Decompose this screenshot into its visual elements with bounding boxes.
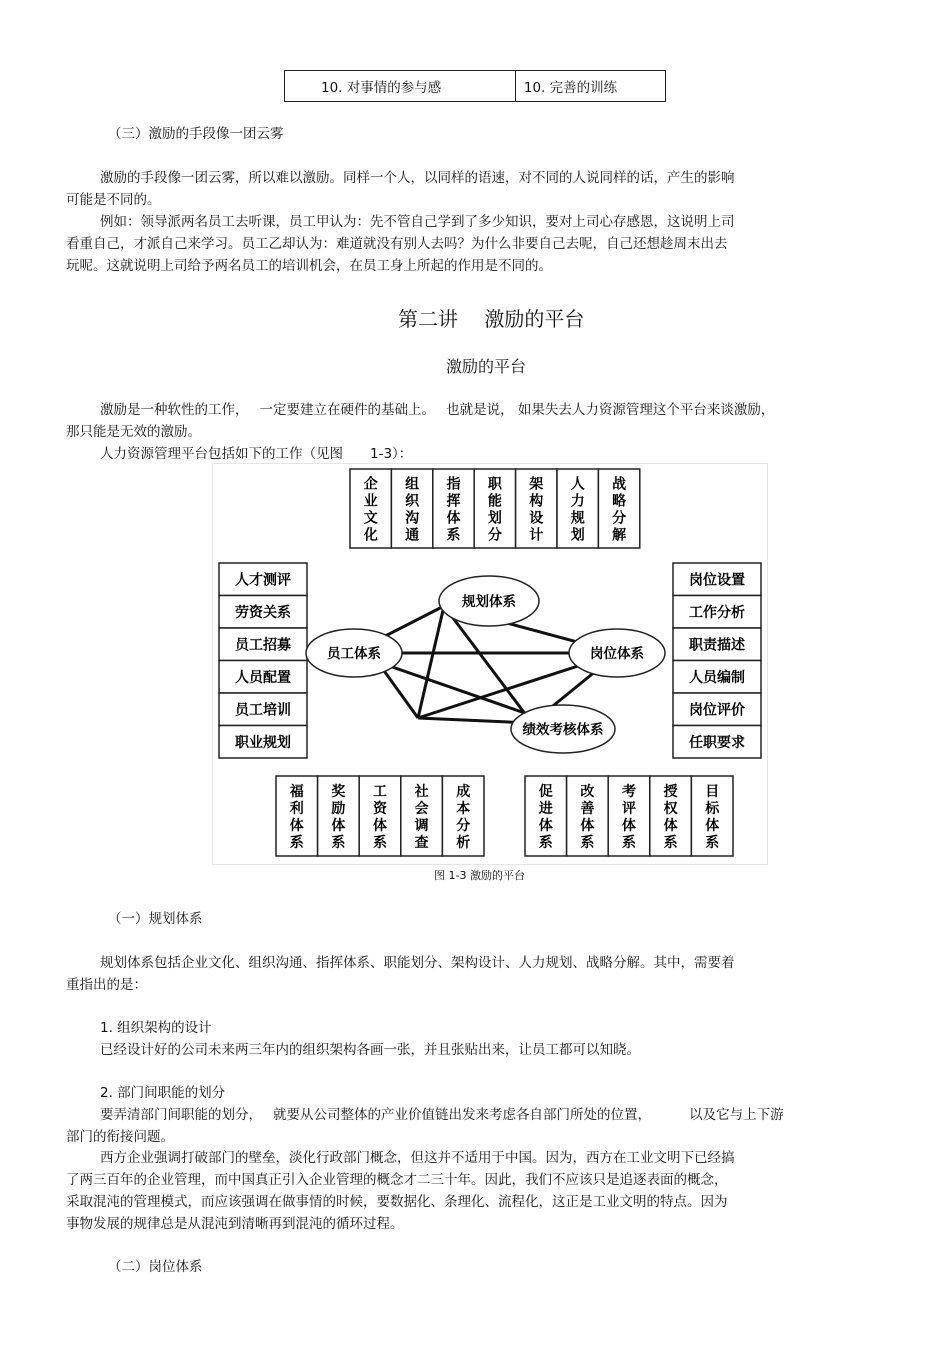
left-box-1 bbox=[219, 596, 307, 629]
section-heading-3: （三）激励的手段像一团云雾 bbox=[108, 126, 284, 142]
paragraph-line: 采取混沌的管理模式，而应该强调在做事情的时候，要数据化、条理化、流程化，这正是工业文明的特点。因为 bbox=[66, 1194, 728, 1210]
left-box-2 bbox=[219, 628, 307, 661]
paragraph-line: 激励是一种软性的工作， 一定要建立在硬件的基础上。 也就是说， 如果失去人力资源管理这个平台来谈激励， bbox=[100, 402, 775, 418]
bottom-right-box-label: 促进体系 bbox=[538, 784, 553, 851]
left-box-3 bbox=[219, 661, 307, 694]
top-box-1 bbox=[391, 469, 432, 548]
top-box-5 bbox=[557, 469, 598, 548]
bottom-left-box-label: 奖励体系 bbox=[331, 784, 346, 851]
right-box-2 bbox=[673, 628, 761, 661]
bottom-right-box-1 bbox=[567, 776, 609, 856]
top-box-label: 组织沟通 bbox=[405, 476, 420, 544]
left-box-label: 人才测评 bbox=[235, 572, 291, 589]
right-box-label: 岗位设置 bbox=[689, 572, 745, 589]
paragraph-line: 要弄清部门间职能的划分， 就要从公司整体的产业价值链出发来考虑各自部门所处的位置， 以及它与上下游 bbox=[100, 1107, 784, 1123]
right-box-4 bbox=[673, 693, 761, 726]
left-box-label: 员工培训 bbox=[235, 702, 291, 719]
paragraph-line: 那只能是无效的激励。 bbox=[66, 424, 201, 440]
paragraph-line: 玩呢。这就说明上司给予两名员工的培训机会，在员工身上所起的作用是不同的。 bbox=[66, 258, 552, 274]
bottom-right-box-0 bbox=[525, 776, 567, 856]
paragraph-line: 西方企业强调打破部门的壁垒，淡化行政部门概念，但这并不适用于中国。因为，西方在工业文明下已经搞 bbox=[100, 1150, 735, 1166]
right-box-label: 任职要求 bbox=[689, 734, 745, 751]
paragraph-line: 部门的衔接问题。 bbox=[66, 1129, 174, 1145]
bottom-left-box-group bbox=[276, 776, 484, 856]
bottom-left-box-label: 工资体系 bbox=[373, 784, 387, 851]
hr-platform-diagram bbox=[212, 463, 768, 865]
paragraph-line: 规划体系包括企业文化、组织沟通、指挥体系、职能划分、架构设计、人力规划、战略分解。其中，需要着 bbox=[100, 955, 735, 971]
bottom-right-box-4 bbox=[691, 776, 733, 856]
right-box-3 bbox=[673, 661, 761, 694]
section-heading-1: （一）规划体系 bbox=[108, 911, 203, 927]
right-box-label: 职责描述 bbox=[689, 637, 745, 654]
left-box-label: 职业规划 bbox=[235, 734, 291, 751]
left-box-label: 劳资关系 bbox=[235, 604, 291, 621]
right-box-group bbox=[673, 563, 761, 758]
bottom-left-box-0 bbox=[276, 776, 318, 856]
bottom-right-box-3 bbox=[650, 776, 692, 856]
motivation-factors-table bbox=[284, 70, 666, 102]
lecture-title: 第二讲 激励的平台 bbox=[398, 307, 585, 331]
bottom-right-box-label: 考评体系 bbox=[622, 784, 636, 851]
left-box-0 bbox=[219, 563, 307, 596]
left-box-group bbox=[219, 563, 307, 758]
left-box-4 bbox=[219, 693, 307, 726]
top-box-label: 指挥体系 bbox=[446, 476, 461, 544]
node-post bbox=[569, 629, 665, 677]
bottom-left-box-label: 社会调查 bbox=[414, 784, 429, 851]
bottom-left-box-3 bbox=[401, 776, 443, 856]
node-performance bbox=[511, 705, 615, 753]
table-cell-right: 10. 完善的训练 bbox=[515, 71, 665, 102]
top-box-3 bbox=[474, 469, 515, 548]
top-box-label: 人力规划 bbox=[570, 476, 585, 544]
left-box-5 bbox=[219, 726, 307, 759]
left-box-label: 员工招募 bbox=[235, 637, 291, 654]
paragraph-line: 了两三百年的企业管理，而中国真正引入企业管理的概念才二三十年。因此，我们不应该只是追逐表面的概念， bbox=[66, 1172, 728, 1188]
paragraph-line: 可能是不同的。 bbox=[66, 192, 161, 208]
top-box-6 bbox=[598, 469, 639, 548]
bottom-right-box-2 bbox=[608, 776, 650, 856]
list-item-text: 已经设计好的公司未来两三年内的组织架构各画一张，并且张贴出来，让员工都可以知晓。 bbox=[100, 1042, 640, 1058]
bottom-left-box-2 bbox=[359, 776, 401, 856]
paragraph-line: 人力资源管理平台包括如下的工作（见图 1-3）： bbox=[100, 446, 413, 462]
top-box-group bbox=[350, 469, 640, 548]
node-plan-label: 规划体系 bbox=[462, 594, 516, 610]
top-box-label: 架构设计 bbox=[529, 476, 544, 544]
bottom-left-box-label: 福利体系 bbox=[289, 784, 304, 851]
node-plan bbox=[439, 576, 539, 626]
node-staff bbox=[306, 629, 402, 677]
paragraph-line: 看重自己，才派自己来学习。员工乙却认为：难道就没有别人去吗？为什么非要自己去呢，自己还想趁周末出去 bbox=[66, 236, 728, 252]
top-box-2 bbox=[433, 469, 474, 548]
bottom-right-box-label: 改善体系 bbox=[580, 784, 595, 851]
paragraph-line: 例如：领导派两名员工去听课，员工甲认为：先不管自己学到了多少知识，要对上司心存感恩，这说明上司 bbox=[100, 214, 735, 230]
left-box-label: 人员配置 bbox=[235, 669, 291, 686]
section-heading-2: （二）岗位体系 bbox=[108, 1259, 203, 1275]
table-row bbox=[285, 71, 666, 102]
paragraph-line: 重指出的是： bbox=[66, 977, 147, 993]
top-box-4 bbox=[516, 469, 557, 548]
bottom-left-box-1 bbox=[318, 776, 360, 856]
right-box-label: 人员编制 bbox=[689, 669, 745, 686]
right-box-1 bbox=[673, 596, 761, 629]
right-box-0 bbox=[673, 563, 761, 596]
paragraph-line: 事物发展的规律总是从混沌到清晰再到混沌的循环过程。 bbox=[66, 1216, 404, 1232]
top-box-0 bbox=[350, 469, 391, 548]
bottom-right-box-group bbox=[525, 776, 733, 856]
list-item-title: 2. 部门间职能的划分 bbox=[100, 1085, 226, 1101]
figure-caption: 图 1-3 激励的平台 bbox=[434, 869, 525, 882]
bottom-left-box-4 bbox=[442, 776, 484, 856]
hr-platform-figure bbox=[212, 463, 768, 865]
node-staff-label: 员工体系 bbox=[327, 646, 381, 662]
table-cell-left: 10. 对事情的参与感 bbox=[285, 71, 516, 102]
right-box-5 bbox=[673, 726, 761, 759]
bottom-right-box-label: 授权体系 bbox=[663, 784, 678, 851]
node-post-label: 岗位体系 bbox=[590, 646, 644, 662]
paragraph-line: 激励的手段像一团云雾，所以难以激励。同样一个人，以同样的语速，对不同的人说同样的话，产生的影响 bbox=[100, 170, 735, 186]
right-box-label: 岗位评价 bbox=[689, 702, 745, 719]
list-item-title: 1. 组织架构的设计 bbox=[100, 1020, 212, 1036]
right-box-label: 工作分析 bbox=[689, 604, 745, 621]
top-box-label: 职能划分 bbox=[487, 476, 502, 544]
section-subtitle: 激励的平台 bbox=[446, 357, 527, 376]
node-performance-label: 绩效考核体系 bbox=[522, 722, 604, 738]
bottom-left-box-label: 成本分析 bbox=[456, 784, 471, 851]
bottom-right-box-label: 目标体系 bbox=[705, 784, 720, 851]
top-box-label: 战略分解 bbox=[612, 476, 627, 544]
top-box-label: 企业文化 bbox=[363, 476, 378, 544]
